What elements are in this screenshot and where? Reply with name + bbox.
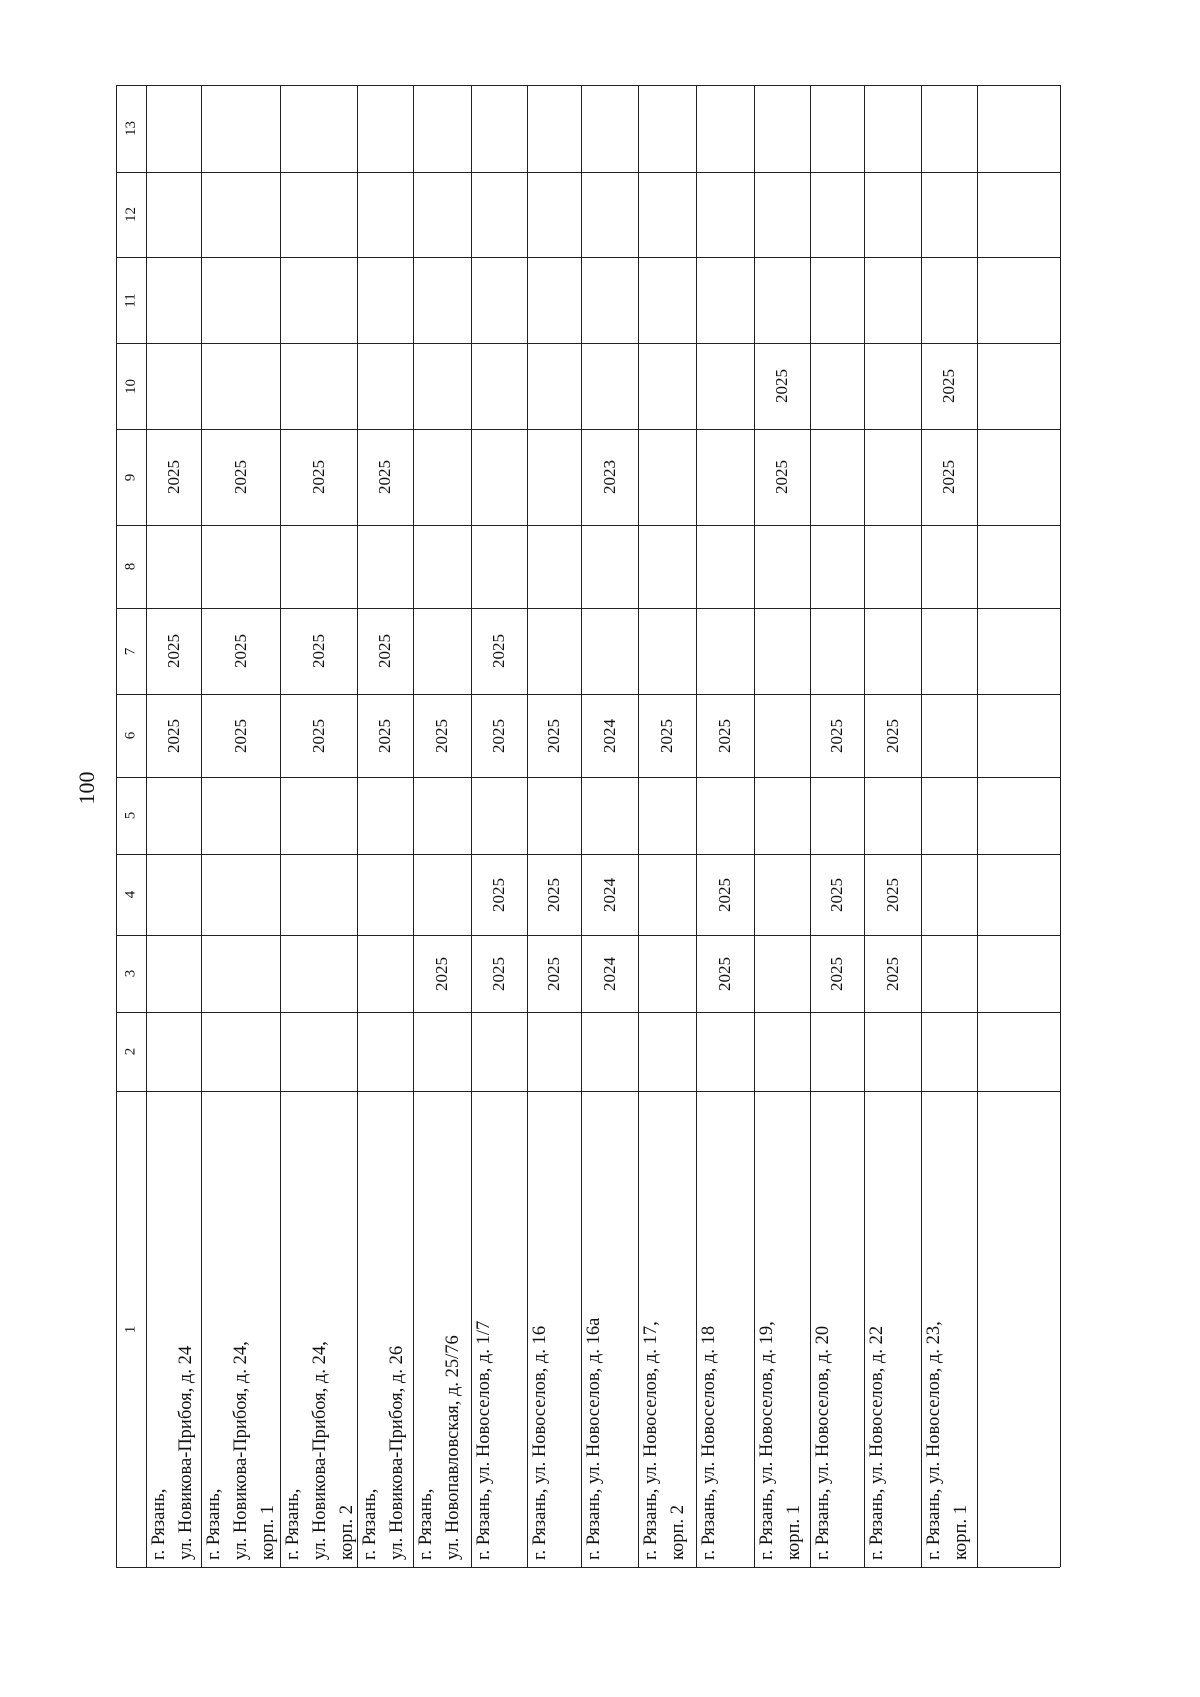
year-cell bbox=[921, 343, 977, 429]
year-cell bbox=[921, 257, 977, 343]
year-value: 2025 bbox=[163, 718, 183, 753]
year-cell bbox=[357, 343, 413, 429]
column-header-label: 2 bbox=[122, 1047, 139, 1056]
year-cell bbox=[413, 1012, 471, 1091]
address-cell bbox=[280, 1091, 357, 1567]
address-rotator bbox=[413, 1091, 471, 1567]
year-cell bbox=[921, 85, 977, 172]
year-cell bbox=[413, 172, 471, 257]
year-cell bbox=[201, 854, 280, 935]
year-cell bbox=[810, 525, 864, 608]
year-value: 2025 bbox=[939, 369, 958, 403]
year-value: 2025 bbox=[308, 460, 328, 494]
address-text: г. Рязань, ул. Новикова-Прибоя, д. 26 bbox=[360, 1345, 407, 1560]
year-cell bbox=[357, 172, 413, 257]
year-cell bbox=[357, 854, 413, 935]
page-number: 100 bbox=[74, 771, 99, 805]
year-cell bbox=[581, 935, 638, 1012]
year-cell bbox=[527, 525, 581, 608]
year-cell bbox=[921, 525, 977, 608]
address-cell bbox=[864, 1091, 921, 1567]
year-cell bbox=[280, 525, 357, 608]
year-cell bbox=[921, 694, 977, 777]
year-cell bbox=[527, 777, 581, 854]
address-cell bbox=[357, 1091, 413, 1567]
column-header bbox=[116, 1012, 146, 1091]
year-cell bbox=[810, 343, 864, 429]
year-cell bbox=[471, 854, 527, 935]
year-cell bbox=[146, 608, 201, 694]
year-cell bbox=[696, 172, 754, 257]
year-value: 2025 bbox=[308, 634, 328, 668]
year-cell bbox=[201, 608, 280, 694]
year-cell bbox=[810, 608, 864, 694]
column-header-label: 8 bbox=[122, 562, 139, 571]
column-header bbox=[116, 525, 146, 608]
address-rotator bbox=[357, 1091, 413, 1567]
year-cell bbox=[201, 525, 280, 608]
year-cell bbox=[754, 525, 810, 608]
year-value: 2025 bbox=[544, 718, 563, 753]
year-cell bbox=[280, 343, 357, 429]
year-cell bbox=[921, 777, 977, 854]
year-cell bbox=[471, 608, 527, 694]
year-cell bbox=[754, 935, 810, 1012]
year-cell bbox=[810, 172, 864, 257]
year-cell bbox=[864, 935, 921, 1012]
address-rotator bbox=[201, 1091, 280, 1567]
year-cell bbox=[280, 608, 357, 694]
year-cell bbox=[754, 1012, 810, 1091]
year-cell bbox=[754, 777, 810, 854]
address-rotator bbox=[864, 1091, 921, 1567]
year-cell bbox=[357, 525, 413, 608]
year-cell bbox=[527, 935, 581, 1012]
year-cell bbox=[471, 257, 527, 343]
column-header-label: 1 bbox=[122, 1325, 139, 1333]
column-header-label: 4 bbox=[122, 890, 139, 899]
year-cell bbox=[146, 935, 201, 1012]
address-rotator bbox=[146, 1091, 201, 1567]
address-text: г. Рязань, ул. Новикова-Прибоя, д. 24, корп. 1 bbox=[204, 1341, 278, 1560]
year-cell bbox=[471, 429, 527, 525]
column-header bbox=[116, 85, 146, 172]
year-cell bbox=[581, 854, 638, 935]
year-cell bbox=[754, 257, 810, 343]
year-cell bbox=[696, 854, 754, 935]
year-value: 2025 bbox=[827, 877, 846, 912]
year-cell bbox=[638, 525, 696, 608]
address-text: г. Рязань, ул. Новоселов, д. 17, корп. 2 bbox=[641, 1321, 688, 1560]
year-value: 2025 bbox=[715, 877, 734, 912]
year-cell bbox=[581, 777, 638, 854]
year-cell bbox=[696, 1012, 754, 1091]
year-cell bbox=[696, 608, 754, 694]
year-cell bbox=[280, 694, 357, 777]
year-cell bbox=[280, 257, 357, 343]
column-header bbox=[116, 608, 146, 694]
year-value: 2025 bbox=[544, 956, 563, 991]
column-header-label: 6 bbox=[122, 731, 139, 740]
year-cell bbox=[413, 854, 471, 935]
year-cell bbox=[146, 172, 201, 257]
year-value: 2025 bbox=[827, 956, 846, 991]
column-header bbox=[116, 854, 146, 935]
year-cell bbox=[280, 1012, 357, 1091]
year-cell bbox=[357, 429, 413, 525]
year-value: 2025 bbox=[375, 634, 394, 668]
year-value: 2025 bbox=[489, 956, 508, 991]
year-value: 2025 bbox=[489, 877, 508, 912]
year-cell bbox=[527, 854, 581, 935]
year-cell bbox=[201, 85, 280, 172]
year-cell bbox=[357, 935, 413, 1012]
year-cell bbox=[754, 608, 810, 694]
year-cell bbox=[280, 777, 357, 854]
year-value: 2023 bbox=[599, 460, 619, 494]
year-cell bbox=[864, 777, 921, 854]
year-cell bbox=[810, 935, 864, 1012]
year-cell bbox=[201, 777, 280, 854]
address-text: г. Рязань, ул. Новоселов, д. 16 bbox=[530, 1325, 550, 1560]
year-value: 2025 bbox=[772, 460, 791, 494]
address-rotator bbox=[471, 1091, 527, 1567]
year-cell bbox=[581, 429, 638, 525]
year-cell bbox=[471, 343, 527, 429]
year-cell bbox=[280, 85, 357, 172]
year-value: 2025 bbox=[827, 718, 846, 753]
address-cell bbox=[413, 1091, 471, 1567]
year-value: 2024 bbox=[599, 956, 619, 991]
year-cell bbox=[146, 694, 201, 777]
year-cell bbox=[864, 608, 921, 694]
year-value: 2025 bbox=[939, 460, 958, 494]
address-text: г. Рязань, ул. Новикова-Прибоя, д. 24, корп. 2 bbox=[283, 1341, 357, 1560]
address-text: г. Рязань, ул. Новоселов, д. 19, корп. 1 bbox=[757, 1321, 804, 1560]
year-cell bbox=[810, 694, 864, 777]
column-header bbox=[116, 429, 146, 525]
year-value: 2025 bbox=[375, 718, 394, 753]
year-cell bbox=[527, 1012, 581, 1091]
year-cell bbox=[527, 85, 581, 172]
year-cell bbox=[638, 935, 696, 1012]
column-header bbox=[116, 694, 146, 777]
year-cell bbox=[357, 694, 413, 777]
year-value: 2024 bbox=[599, 877, 619, 912]
year-cell bbox=[864, 257, 921, 343]
year-value: 2025 bbox=[715, 718, 734, 753]
address-text: г. Рязань, ул. Новоселов, д. 18 bbox=[699, 1325, 719, 1560]
year-value: 2025 bbox=[375, 460, 394, 494]
year-cell bbox=[413, 525, 471, 608]
year-value: 2025 bbox=[163, 460, 183, 494]
year-cell bbox=[527, 608, 581, 694]
rotated-data-table bbox=[116, 85, 1060, 1567]
year-cell bbox=[201, 694, 280, 777]
year-value: 2025 bbox=[772, 369, 791, 403]
year-cell bbox=[357, 777, 413, 854]
year-cell bbox=[471, 777, 527, 854]
year-value: 2025 bbox=[882, 877, 902, 912]
year-cell bbox=[146, 1012, 201, 1091]
year-value: 2025 bbox=[230, 460, 250, 494]
column-header-label: 5 bbox=[122, 811, 139, 820]
year-cell bbox=[921, 172, 977, 257]
address-cell bbox=[471, 1091, 527, 1567]
year-cell bbox=[357, 608, 413, 694]
year-cell bbox=[921, 854, 977, 935]
year-cell bbox=[696, 85, 754, 172]
column-header bbox=[116, 343, 146, 429]
year-cell bbox=[280, 935, 357, 1012]
address-cell bbox=[921, 1091, 977, 1567]
year-cell bbox=[864, 172, 921, 257]
year-cell bbox=[754, 85, 810, 172]
year-cell bbox=[696, 343, 754, 429]
year-value: 2025 bbox=[230, 634, 250, 668]
table-grid-line bbox=[977, 85, 978, 1567]
address-rotator bbox=[810, 1091, 864, 1567]
year-cell bbox=[864, 525, 921, 608]
year-cell bbox=[754, 694, 810, 777]
address-text: г. Рязань, ул. Новоселов, д. 20 bbox=[813, 1325, 833, 1560]
address-cell bbox=[527, 1091, 581, 1567]
year-value: 2025 bbox=[432, 718, 451, 753]
address-rotator bbox=[638, 1091, 696, 1567]
address-rotator bbox=[696, 1091, 754, 1567]
year-cell bbox=[581, 172, 638, 257]
year-cell bbox=[527, 172, 581, 257]
year-cell bbox=[413, 343, 471, 429]
year-cell bbox=[754, 429, 810, 525]
year-cell bbox=[864, 694, 921, 777]
year-cell bbox=[638, 608, 696, 694]
year-value: 2025 bbox=[882, 718, 902, 753]
year-cell bbox=[864, 85, 921, 172]
year-cell bbox=[413, 777, 471, 854]
address-rotator bbox=[581, 1091, 638, 1567]
year-cell bbox=[201, 935, 280, 1012]
address-text: г. Рязань, ул. Новоселов, д. 23, корп. 1 bbox=[924, 1321, 971, 1560]
year-cell bbox=[581, 1012, 638, 1091]
column-header-label: 3 bbox=[122, 969, 139, 978]
year-cell bbox=[146, 854, 201, 935]
year-cell bbox=[146, 429, 201, 525]
address-cell bbox=[696, 1091, 754, 1567]
year-cell bbox=[581, 525, 638, 608]
column-header-label: 13 bbox=[122, 121, 139, 136]
year-cell bbox=[471, 1012, 527, 1091]
year-cell bbox=[921, 1012, 977, 1091]
year-cell bbox=[810, 1012, 864, 1091]
column-header-label: 9 bbox=[122, 473, 139, 481]
year-cell bbox=[471, 694, 527, 777]
year-value: 2025 bbox=[308, 718, 328, 753]
column-header bbox=[116, 777, 146, 854]
year-cell bbox=[581, 694, 638, 777]
year-cell bbox=[413, 257, 471, 343]
year-cell bbox=[413, 85, 471, 172]
year-cell bbox=[696, 694, 754, 777]
column-header bbox=[116, 257, 146, 343]
year-cell bbox=[638, 172, 696, 257]
address-text: г. Рязань, ул. Новоселов, д. 1/7 bbox=[474, 1320, 494, 1560]
address-cell bbox=[754, 1091, 810, 1567]
address-text: г. Рязань, ул. Новоселов, д. 22 bbox=[867, 1325, 887, 1560]
year-cell bbox=[638, 1012, 696, 1091]
address-cell bbox=[638, 1091, 696, 1567]
year-cell bbox=[527, 343, 581, 429]
year-cell bbox=[357, 1012, 413, 1091]
column-header bbox=[116, 935, 146, 1012]
year-cell bbox=[413, 694, 471, 777]
year-cell bbox=[581, 257, 638, 343]
year-cell bbox=[696, 777, 754, 854]
year-cell bbox=[280, 854, 357, 935]
year-cell bbox=[864, 854, 921, 935]
year-cell bbox=[864, 429, 921, 525]
year-cell bbox=[810, 777, 864, 854]
year-cell bbox=[754, 172, 810, 257]
column-header-label: 7 bbox=[122, 647, 139, 655]
year-cell bbox=[581, 85, 638, 172]
year-cell bbox=[696, 257, 754, 343]
year-cell bbox=[357, 85, 413, 172]
year-cell bbox=[146, 85, 201, 172]
address-rotator bbox=[921, 1091, 977, 1567]
year-cell bbox=[471, 85, 527, 172]
year-cell bbox=[696, 935, 754, 1012]
year-cell bbox=[638, 429, 696, 525]
address-text: г. Рязань, ул. Новоселов, д. 16а bbox=[584, 1317, 604, 1560]
year-cell bbox=[201, 343, 280, 429]
year-value: 2025 bbox=[163, 634, 183, 668]
address-text: г. Рязань, ул. Новопавловская, д. 25/76 bbox=[416, 1335, 463, 1560]
year-cell bbox=[638, 85, 696, 172]
year-cell bbox=[754, 343, 810, 429]
address-text: г. Рязань, ул. Новикова-Прибоя, д. 24 bbox=[149, 1345, 196, 1560]
year-cell bbox=[581, 343, 638, 429]
year-value: 2025 bbox=[544, 877, 563, 912]
address-rotator bbox=[280, 1091, 357, 1567]
table-grid-line bbox=[116, 1567, 1060, 1568]
year-cell bbox=[527, 257, 581, 343]
year-value: 2025 bbox=[432, 956, 451, 991]
year-value: 2025 bbox=[715, 956, 734, 991]
year-cell bbox=[527, 429, 581, 525]
year-cell bbox=[864, 343, 921, 429]
table-grid-line bbox=[1060, 85, 1061, 1567]
year-cell bbox=[638, 694, 696, 777]
year-cell bbox=[696, 525, 754, 608]
year-cell bbox=[201, 172, 280, 257]
year-cell bbox=[357, 257, 413, 343]
year-cell bbox=[280, 172, 357, 257]
address-cell bbox=[581, 1091, 638, 1567]
year-cell bbox=[527, 694, 581, 777]
year-cell bbox=[810, 429, 864, 525]
year-cell bbox=[201, 1012, 280, 1091]
address-rotator bbox=[527, 1091, 581, 1567]
year-cell bbox=[921, 935, 977, 1012]
year-value: 2025 bbox=[489, 718, 508, 753]
address-cell bbox=[810, 1091, 864, 1567]
address-rotator bbox=[754, 1091, 810, 1567]
column-header-label: 12 bbox=[122, 207, 139, 222]
address-cell bbox=[201, 1091, 280, 1567]
year-cell bbox=[810, 854, 864, 935]
year-cell bbox=[638, 343, 696, 429]
year-cell bbox=[471, 525, 527, 608]
year-cell bbox=[201, 429, 280, 525]
year-value: 2025 bbox=[657, 718, 676, 753]
year-cell bbox=[810, 257, 864, 343]
year-cell bbox=[921, 608, 977, 694]
year-cell bbox=[754, 854, 810, 935]
year-cell bbox=[146, 257, 201, 343]
year-cell bbox=[581, 608, 638, 694]
year-value: 2025 bbox=[882, 956, 902, 991]
year-cell bbox=[810, 85, 864, 172]
year-cell bbox=[280, 429, 357, 525]
column-header-label: 10 bbox=[122, 378, 139, 394]
column-header bbox=[116, 172, 146, 257]
year-value: 2025 bbox=[230, 718, 250, 753]
year-cell bbox=[921, 429, 977, 525]
year-cell bbox=[638, 257, 696, 343]
address-cell bbox=[146, 1091, 201, 1567]
year-cell bbox=[471, 935, 527, 1012]
year-cell bbox=[864, 1012, 921, 1091]
year-value: 2025 bbox=[489, 634, 508, 668]
year-cell bbox=[413, 608, 471, 694]
year-cell bbox=[146, 777, 201, 854]
year-cell bbox=[201, 257, 280, 343]
year-cell bbox=[146, 525, 201, 608]
year-cell bbox=[471, 172, 527, 257]
year-cell bbox=[413, 429, 471, 525]
year-cell bbox=[638, 777, 696, 854]
year-cell bbox=[638, 854, 696, 935]
year-cell bbox=[696, 429, 754, 525]
year-cell bbox=[146, 343, 201, 429]
year-cell bbox=[413, 935, 471, 1012]
column-header-label: 11 bbox=[122, 292, 139, 308]
year-value: 2024 bbox=[599, 718, 619, 753]
column-header bbox=[116, 1091, 146, 1567]
